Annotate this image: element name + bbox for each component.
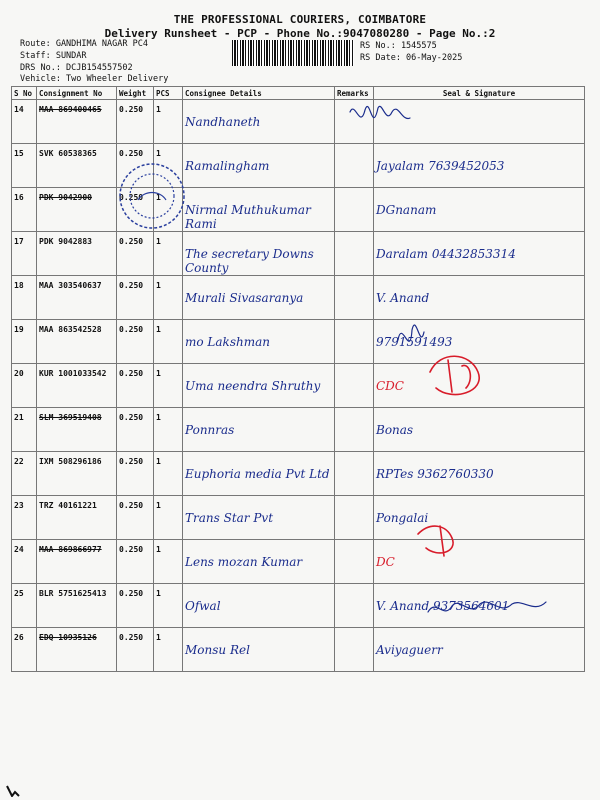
row-sno (12, 100, 37, 144)
row-pcs (154, 628, 183, 672)
row-seal-signature (374, 628, 585, 672)
row-remarks (335, 584, 374, 628)
row-remarks (335, 364, 374, 408)
table-row (12, 496, 585, 540)
row-pcs (154, 452, 183, 496)
handwritten-signature: Pongalai (376, 511, 429, 525)
row-consignment-no-text: TRZ 40161221 (39, 501, 97, 510)
handwritten-signature: DGnanam (376, 203, 437, 217)
row-seal-signature (374, 584, 585, 628)
drs-number: DRS No.: DCJB154557502 (20, 63, 133, 73)
handwritten-signature: Jayalam 7639452053 (376, 159, 505, 173)
row-sno (12, 584, 37, 628)
row-weight-text: 0.250 (119, 237, 144, 246)
row-seal-signature (374, 452, 585, 496)
handwritten-signature: Daralam 04432853314 (376, 247, 516, 261)
handwritten-consignee: Nandhaneth (185, 115, 261, 129)
row-consignee (183, 584, 335, 628)
row-pcs-text: 1 (156, 149, 161, 158)
row-weight (117, 408, 154, 452)
row-pcs-text: 1 (156, 457, 161, 466)
row-pcs (154, 364, 183, 408)
row-sno-text: 14 (14, 105, 24, 114)
row-consignment-no (37, 584, 117, 628)
handwritten-signature: V. Anand (376, 291, 430, 305)
handwritten-signature: 9791591493 (376, 335, 453, 349)
row-consignee (183, 100, 335, 144)
row-sno (12, 276, 37, 320)
row-sno (12, 364, 37, 408)
row-weight (117, 628, 154, 672)
row-pcs-text: 1 (156, 633, 161, 642)
row-seal-signature (374, 408, 585, 452)
row-sno-text: 20 (14, 369, 24, 378)
row-consignee (183, 232, 335, 276)
row-pcs-text: 1 (156, 325, 161, 334)
row-sno (12, 452, 37, 496)
row-consignment-no (37, 100, 117, 144)
handwritten-consignee: Ofwal (185, 599, 221, 613)
row-pcs (154, 100, 183, 144)
row-sno (12, 320, 37, 364)
row-consignment-no (37, 540, 117, 584)
row-sno-text: 24 (14, 545, 24, 554)
row-pcs-text: 1 (156, 193, 161, 202)
row-weight (117, 320, 154, 364)
row-pcs-text: 1 (156, 105, 161, 114)
table-row (12, 144, 585, 188)
row-consignment-no (37, 452, 117, 496)
row-pcs-text: 1 (156, 413, 161, 422)
row-weight-text: 0.250 (119, 369, 144, 378)
row-weight-text: 0.250 (119, 149, 144, 158)
row-sno-text: 16 (14, 193, 24, 202)
row-consignee (183, 628, 335, 672)
row-sno-text: 26 (14, 633, 24, 642)
table-row (12, 584, 585, 628)
company-title: THE PROFESSIONAL COURIERS, COIMBATORE (173, 13, 427, 26)
row-seal-signature (374, 100, 585, 144)
row-sno-text: 22 (14, 457, 24, 466)
col-weight: Weight (117, 87, 154, 100)
handwritten-consignee: Ramalingham (185, 159, 270, 173)
row-pcs-text: 1 (156, 237, 161, 246)
table-row (12, 100, 585, 144)
vehicle-label: Vehicle: Two Wheeler Delivery (20, 74, 169, 84)
row-consignment-no-text: BLR 5751625413 (39, 589, 107, 598)
table-row (12, 452, 585, 496)
row-weight (117, 100, 154, 144)
table-row (12, 276, 585, 320)
col-seal-signature: Seal & Signature (374, 87, 585, 100)
row-remarks (335, 540, 374, 584)
row-consignee (183, 320, 335, 364)
row-consignment-no (37, 364, 117, 408)
table-row (12, 628, 585, 672)
table-header-row (12, 87, 585, 100)
row-consignment-no-text: MAA 869866977 (39, 545, 102, 554)
row-sno (12, 540, 37, 584)
col-consignee: Consignee Details (183, 87, 335, 100)
row-pcs-text: 1 (156, 589, 161, 598)
row-consignment-no-text: KUR 1001033542 (39, 369, 107, 378)
row-consignment-no (37, 144, 117, 188)
row-sno-text: 23 (14, 501, 24, 510)
row-consignee (183, 408, 335, 452)
row-weight-text: 0.250 (119, 413, 144, 422)
row-pcs-text: 1 (156, 281, 161, 290)
handwritten-consignee: Uma neendra Shruthy (185, 379, 321, 393)
row-consignment-no-text: IXM 508296186 (39, 457, 102, 466)
handwritten-consignee: Trans Star Pvt (185, 511, 274, 525)
handwritten-consignee: The secretary Downs County (185, 247, 314, 275)
row-consignment-no-text: EDQ 10935126 (39, 633, 97, 642)
runsheet-subtitle: Delivery Runsheet - PCP - Phone No.:9047080280 - Page No.:2 (104, 27, 496, 40)
row-consignee (183, 144, 335, 188)
row-consignment-no-text: PDK 9042883 (39, 237, 92, 246)
row-pcs (154, 540, 183, 584)
row-remarks (335, 276, 374, 320)
row-sno (12, 628, 37, 672)
row-sno (12, 232, 37, 276)
row-consignee (183, 496, 335, 540)
row-consignment-no (37, 188, 117, 232)
row-seal-signature (374, 188, 585, 232)
row-consignment-no (37, 408, 117, 452)
row-sno-text: 15 (14, 149, 24, 158)
row-weight (117, 584, 154, 628)
table-row (12, 540, 585, 584)
col-consignment: Consignment No (37, 87, 117, 100)
row-pcs (154, 496, 183, 540)
row-consignee (183, 364, 335, 408)
row-weight-text: 0.250 (119, 501, 144, 510)
row-sno-text: 17 (14, 237, 24, 246)
row-weight (117, 452, 154, 496)
row-remarks (335, 144, 374, 188)
handwritten-signature: DC (376, 555, 395, 569)
col-pcs: PCS (154, 87, 183, 100)
row-weight (117, 540, 154, 584)
row-seal-signature (374, 320, 585, 364)
row-consignment-no-text: MAA 863542528 (39, 325, 102, 334)
row-consignment-no (37, 628, 117, 672)
corner-mark (6, 785, 20, 797)
handwritten-consignee: Murali Sivasaranya (185, 291, 304, 305)
barcode (232, 40, 354, 66)
handwritten-consignee: Nirmal Muthukumar Rami (185, 203, 311, 231)
row-consignment-no-text: MAA 303540637 (39, 281, 102, 290)
staff-label: Staff: SUNDAR (20, 51, 87, 61)
row-consignment-no (37, 496, 117, 540)
handwritten-consignee: Lens mozan Kumar (185, 555, 303, 569)
row-seal-signature (374, 144, 585, 188)
row-weight-text: 0.250 (119, 281, 144, 290)
row-weight (117, 496, 154, 540)
row-remarks (335, 188, 374, 232)
row-weight (117, 364, 154, 408)
row-remarks (335, 408, 374, 452)
row-consignment-no-text: MAA 869400465 (39, 105, 102, 114)
row-consignee (183, 188, 335, 232)
row-pcs (154, 584, 183, 628)
row-sno-text: 19 (14, 325, 24, 334)
handwritten-signature: RPTes 9362760330 (376, 467, 494, 481)
handwritten-signature: Aviyaguerr (376, 643, 443, 657)
col-remarks: Remarks (335, 87, 374, 100)
handwritten-consignee: Monsu Rel (185, 643, 250, 657)
row-pcs (154, 232, 183, 276)
row-pcs-text: 1 (156, 545, 161, 554)
handwritten-signature: CDC (376, 379, 404, 393)
row-consignment-no-text: SLM 369519408 (39, 413, 102, 422)
row-sno (12, 496, 37, 540)
row-weight (117, 232, 154, 276)
row-consignment-no (37, 232, 117, 276)
row-consignment-no (37, 276, 117, 320)
row-consignment-no-text: SVK 60538365 (39, 149, 97, 158)
row-pcs-text: 1 (156, 369, 161, 378)
row-consignee (183, 540, 335, 584)
col-sno: S No (12, 87, 37, 100)
rs-date: RS Date: 06-May-2025 (360, 53, 463, 63)
handwritten-consignee: Ponnras (185, 423, 235, 437)
row-sno (12, 188, 37, 232)
route-label: Route: GANDHIMA NAGAR PC4 (20, 39, 148, 49)
table-row (12, 364, 585, 408)
row-sno (12, 408, 37, 452)
row-weight-text: 0.250 (119, 545, 144, 554)
row-seal-signature (374, 540, 585, 584)
table-row (12, 188, 585, 232)
row-weight-text: 0.250 (119, 457, 144, 466)
row-remarks (335, 452, 374, 496)
handwritten-signature: Bonas (376, 423, 414, 437)
row-seal-signature (374, 364, 585, 408)
row-pcs (154, 320, 183, 364)
table-row (12, 320, 585, 364)
rs-number: RS No.: 1545575 (360, 41, 437, 51)
row-weight-text: 0.250 (119, 633, 144, 642)
row-remarks (335, 496, 374, 540)
row-weight-text: 0.250 (119, 589, 144, 598)
row-consignee (183, 276, 335, 320)
row-seal-signature (374, 232, 585, 276)
row-remarks (335, 320, 374, 364)
row-weight-text: 0.250 (119, 325, 144, 334)
table-row (12, 408, 585, 452)
row-remarks (335, 628, 374, 672)
row-sno-text: 25 (14, 589, 24, 598)
row-sno-text: 18 (14, 281, 24, 290)
row-sno-text: 21 (14, 413, 24, 422)
row-remarks (335, 232, 374, 276)
runsheet-table (11, 86, 585, 672)
table-row (12, 232, 585, 276)
row-pcs (154, 276, 183, 320)
handwritten-consignee: mo Lakshman (185, 335, 270, 349)
courier-seal-stamp (116, 160, 188, 232)
row-consignee (183, 452, 335, 496)
row-weight-text: 0.250 (119, 193, 144, 202)
row-pcs-text: 1 (156, 501, 161, 510)
row-weight (117, 276, 154, 320)
row-pcs (154, 408, 183, 452)
row-weight-text: 0.250 (119, 105, 144, 114)
row-seal-signature (374, 276, 585, 320)
row-consignment-no (37, 320, 117, 364)
row-seal-signature (374, 496, 585, 540)
row-sno (12, 144, 37, 188)
row-remarks (335, 100, 374, 144)
handwritten-signature: V. Anand 9373564601 (376, 599, 510, 613)
handwritten-consignee: Euphoria media Pvt Ltd (185, 467, 330, 481)
row-consignment-no-text: PDK 9042900 (39, 193, 92, 202)
